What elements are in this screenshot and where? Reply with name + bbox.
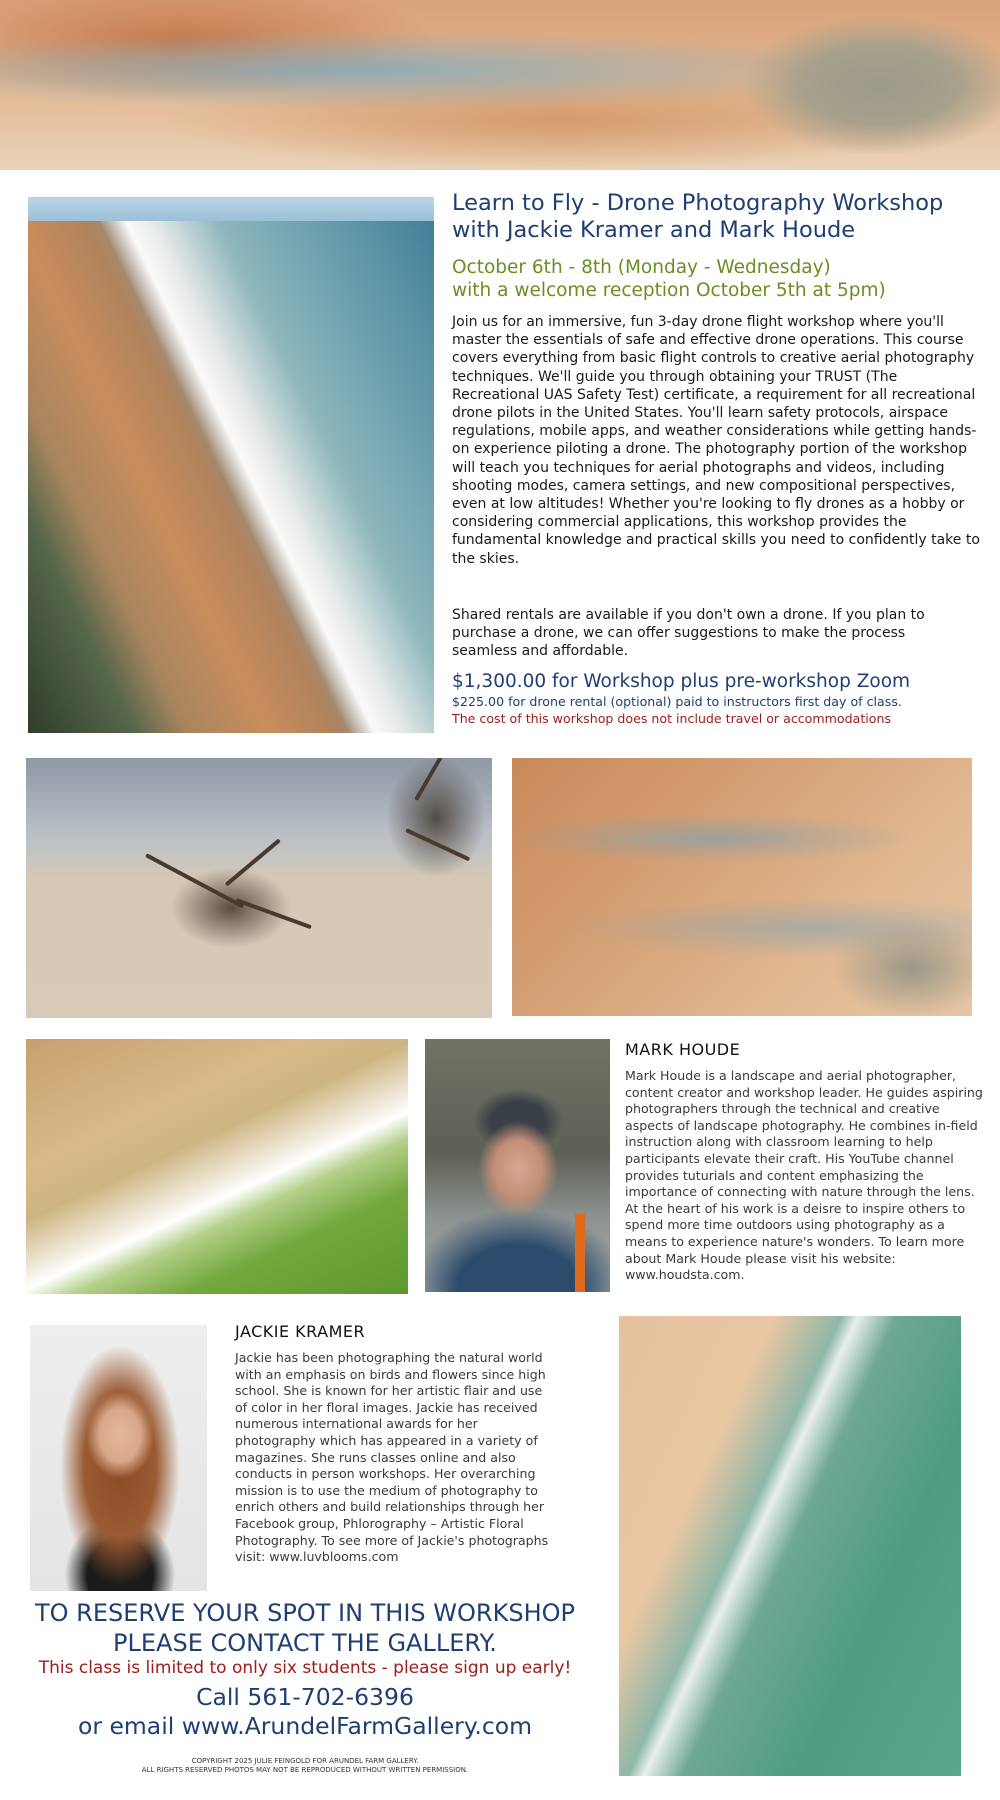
driftwood-beach-photo — [26, 758, 492, 1018]
reserve-heading — [10, 1598, 600, 1658]
workshop-title-line2: with Jackie Kramer and Mark Houde — [452, 217, 856, 243]
driftwood-branch — [405, 828, 470, 861]
cost-note: The cost of this workshop does not include travel or accommodations — [452, 711, 892, 726]
mark-bio: Mark Houde is a landscape and aerial photographer, content creator and workshop leader. He guides aspiring photographers through the technical and creative aspects of landscape photography. He combines in-field instruction along with classroom learning to help participants elevate their craft. His YouTube channel provides tuturials and content emphasizing the importance of connecting with nature through the lens. At the heart of his work is a deisre to inspire others to spend more time outdoors using photography as a means to experience nature's wonders. To learn more about Mark Houde please visit his website: www.houdsta.com. — [625, 1068, 983, 1283]
workshop-dates — [452, 256, 992, 302]
workshop-dates-line2: with a welcome reception October 5th at 5pm) — [452, 280, 886, 301]
banner-aerial-photo — [0, 0, 1000, 170]
jackie-kramer-portrait — [30, 1325, 207, 1591]
vertical-shoreline-aerial-photo — [619, 1316, 961, 1776]
reserve-line1: TO RESERVE YOUR SPOT IN THIS WORKSHOP — [35, 1599, 575, 1627]
tidal-delta-aerial-photo — [512, 758, 972, 1016]
driftwood-branch — [414, 758, 447, 801]
class-limit-note: This class is limited to only six students - please sign up early! — [38, 1658, 572, 1678]
workshop-rentals: Shared rentals are available if you don't own a drone. If you plan to purchase a drone, we can offer suggestions to make the process seamless and affordable. — [452, 607, 925, 660]
drone-rental-price: $225.00 for drone rental (optional) paid to instructors first day of class. — [452, 694, 902, 709]
workshop-title-line1: Learn to Fly - Drone Photography Workshop — [452, 190, 944, 216]
workshop-dates-line1: October 6th - 8th (Monday - Wednesday) — [452, 257, 831, 278]
reserve-line2: PLEASE CONTACT THE GALLERY. — [113, 1629, 497, 1657]
mark-houde-portrait — [425, 1039, 610, 1292]
copyright — [10, 1757, 600, 1775]
mark-heading: MARK HOUDE — [625, 1040, 741, 1059]
workshop-price: $1,300.00 for Workshop plus pre-workshop Zoom — [452, 671, 911, 692]
beach-aerial-photo — [28, 197, 434, 733]
driftwood-branch — [225, 838, 281, 886]
green-surf-aerial-photo — [26, 1039, 408, 1294]
copyright-line1: COPYRIGHT 2025 JULIE FEINGOLD FOR ARUNDEL FARM GALLERY. — [191, 1757, 419, 1765]
workshop-title — [452, 190, 992, 244]
contact-email[interactable]: or email www.ArundelFarmGallery.com — [77, 1712, 533, 1740]
jackie-bio: Jackie has been photographing the natural world with an emphasis on birds and flowers since high school. She is known for her artistic flair and use of color in her floral images. Jackie has received numerous international awards for her photography which has appeared in a variety of magazines. She runs classes online and also conducts in person workshops. Her overarching mission is to use the medium of photography to enrich others and build relationships through her Facebook group, Phlorography – Artistic Floral Photography. To see more of Jackie's photographs visit: www.luvblooms.com — [235, 1350, 549, 1565]
contact-phone[interactable]: Call 561-702-6396 — [196, 1683, 414, 1711]
beach-sky — [28, 197, 434, 221]
jackie-heading: JACKIE KRAMER — [235, 1322, 366, 1341]
driftwood-branch — [235, 898, 312, 929]
workshop-description: Join us for an immersive, fun 3-day drone flight workshop where you'll master the essentials of safe and effective drone operations. This course covers everything from basic flight controls to creative aerial photography techniques. We'll guide you through obtaining your TRUST (The Recreational UAS Safety Test) certificate, a requirement for all recreational drone pilots in the United States. You'll learn safety protocols, airspace regulations, mobile apps, and weather considerations while getting hands-on experience piloting a drone. The photography portion of the workshop will teach you techniques for aerial photographs and videos, including shooting modes, camera settings, and new compositional perspectives, even at low altitudes! Whether you're looking to fly drones as a hobby or considering commercial applications, this workshop provides the fundamental knowledge and practical skills you need to confidently take to the skies. — [452, 314, 980, 567]
backpack-strap — [575, 1214, 585, 1292]
copyright-line2: ALL RIGHTS RESERVED PHOTOS MAY NOT BE REPRODUCED WITHOUT WRITTEN PERMISSION. — [141, 1766, 469, 1774]
